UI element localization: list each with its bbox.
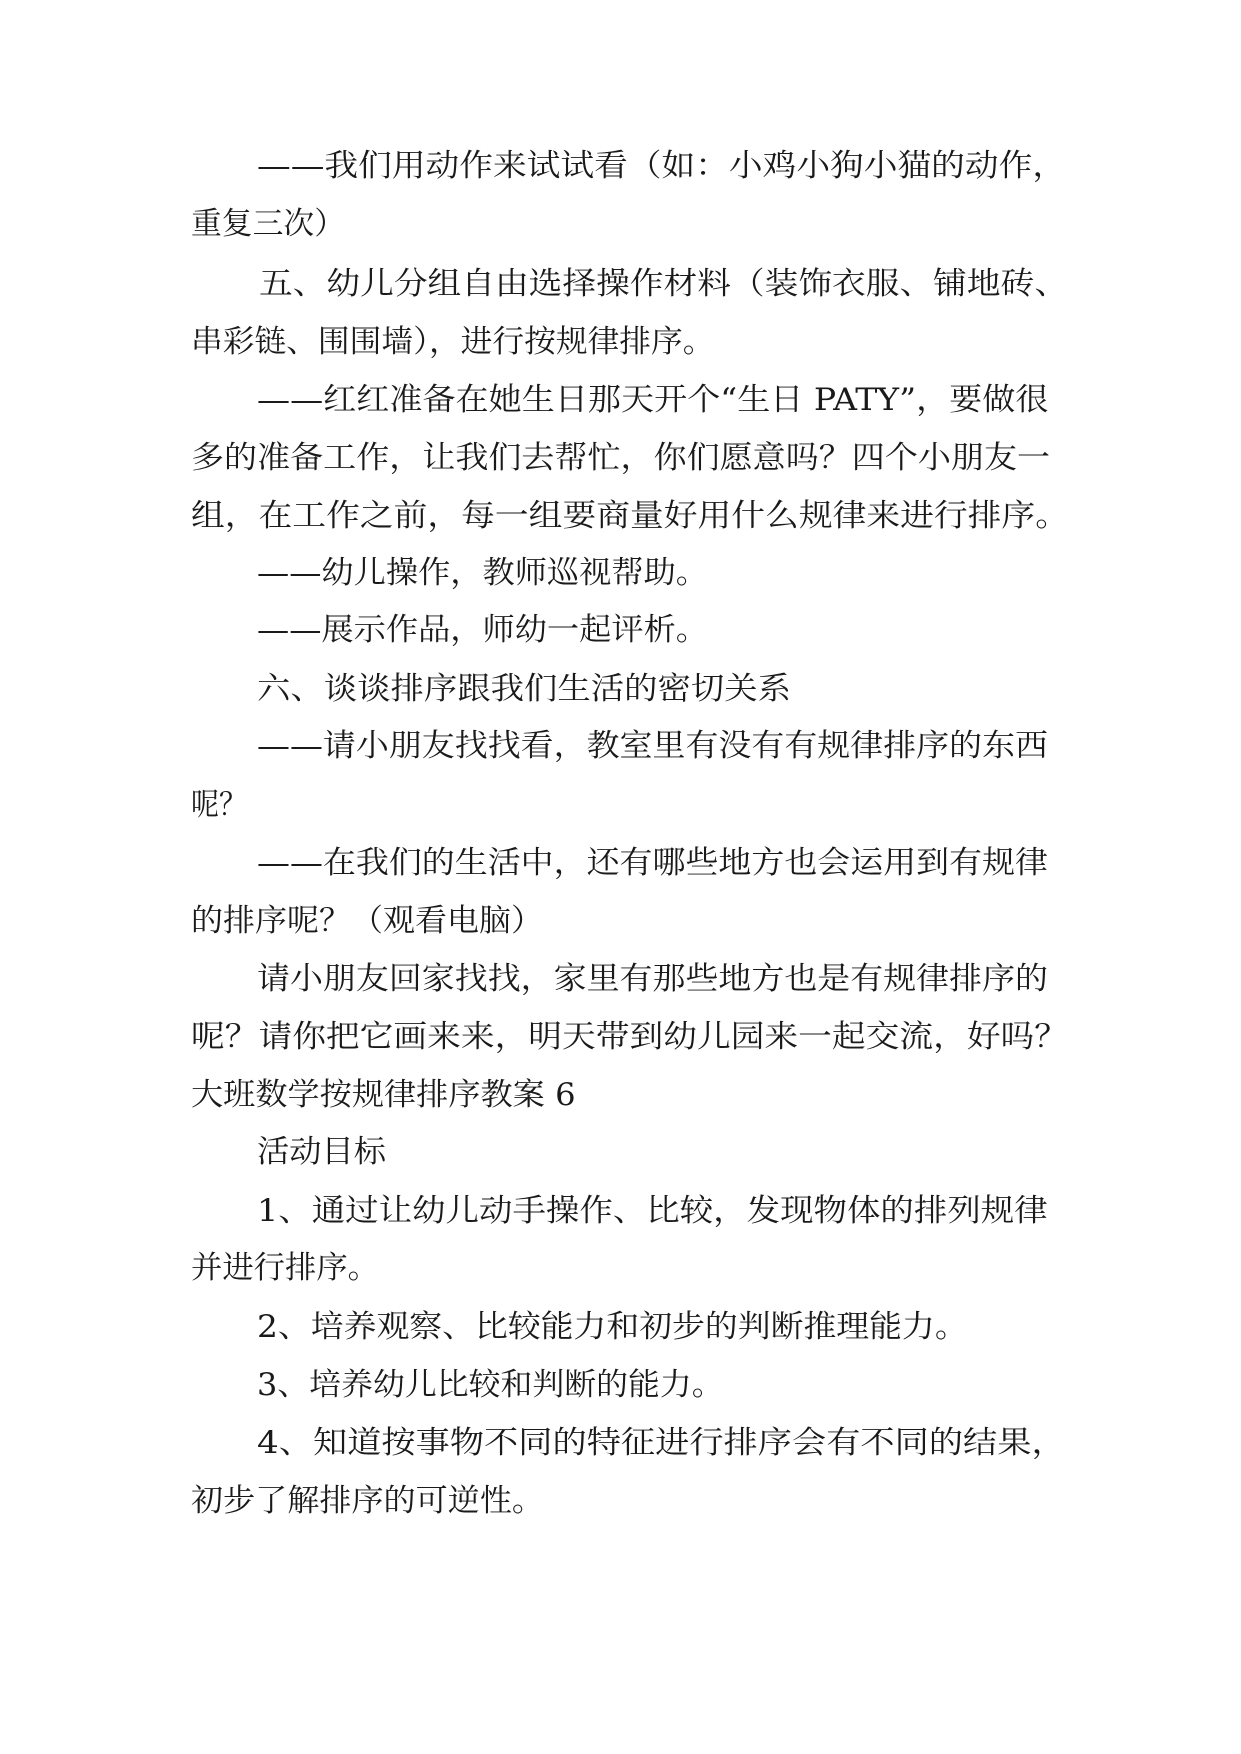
text-line: 4、知道按事物不同的特征进行排序会有不同的结果， xyxy=(257,1425,1066,1461)
text-line: 五、幼儿分组自由选择操作材料（装饰衣服、铺地砖、 xyxy=(259,266,1069,302)
text-line: 多的准备工作，让我们去帮忙，你们愿意吗？四个小朋友一 xyxy=(191,440,1051,476)
text-line: 组，在工作之前，每一组要商量好用什么规律来进行排序。 xyxy=(191,498,1069,534)
text-line: 呢？请你把它画来来，明天带到幼儿园来一起交流，好吗？ xyxy=(191,1019,1069,1055)
text-line: 2、培养观察、比较能力和初步的判断推理能力。 xyxy=(257,1309,968,1345)
text-line: 六、谈谈排序跟我们生活的密切关系 xyxy=(257,671,791,707)
text-line: 1、通过让幼儿动手操作、比较，发现物体的排列规律 xyxy=(257,1193,1048,1229)
text-line: 的排序呢？（观看电脑） xyxy=(191,903,544,939)
text-line: ——请小朋友找找看，教室里有没有有规律排序的东西 xyxy=(257,728,1049,764)
text-line: 初步了解排序的可逆性。 xyxy=(191,1483,545,1519)
text-line: 并进行排序。 xyxy=(191,1250,380,1286)
text-line: 大班数学按规律排序教案 6 xyxy=(191,1077,576,1113)
text-line: ——我们用动作来试试看（如：小鸡小狗小猫的动作， xyxy=(257,148,1067,184)
text-line: ——红红准备在她生日那天开个“生日 PATY”，要做很 xyxy=(257,382,1049,418)
text-line: ——在我们的生活中，还有哪些地方也会运用到有规律 xyxy=(257,845,1049,881)
text-line: 呢？ xyxy=(191,787,247,823)
text-line: 串彩链、围围墙），进行按规律排序。 xyxy=(191,324,715,360)
text-line: ——幼儿操作，教师巡视帮助。 xyxy=(257,555,709,591)
text-line: 活动目标 xyxy=(257,1134,386,1170)
text-line: 请小朋友回家找找，家里有那些地方也是有规律排序的 xyxy=(257,961,1049,997)
text-line: 重复三次） xyxy=(191,206,345,242)
text-line: 3、培养幼儿比较和判断的能力。 xyxy=(257,1367,724,1403)
text-line: ——展示作品，师幼一起评析。 xyxy=(257,612,709,648)
